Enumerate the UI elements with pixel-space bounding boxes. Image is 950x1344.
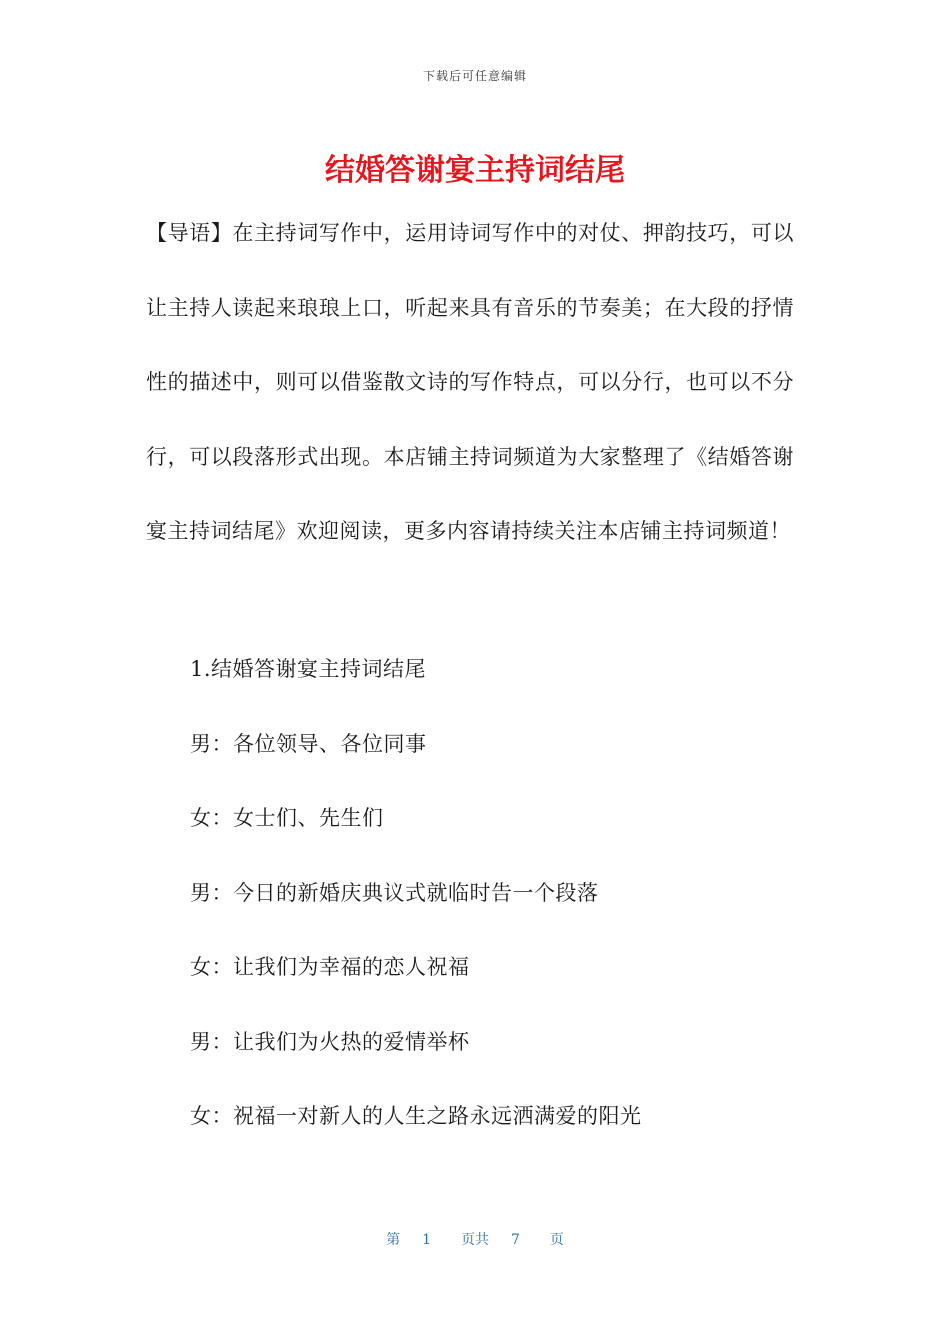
intro-paragraph: 【导语】在主持词写作中，运用诗词写作中的对仗、押韵技巧，可以让主持人读起来琅琅上口，听起来具有音乐的节奏美；在大段的抒情性的描述中，则可以借鉴散文诗的写作特点，可以分行，也可以不分行，可以段落形式出现。本店铺主持词频道为大家整理了《结婚答谢宴主持词结尾》欢迎阅读，更多内容请持续关注本店铺主持词频道！ [146, 221, 794, 543]
page-mid: 页共 [461, 1232, 489, 1248]
script-line: 男：各位领导、各位同事 [190, 731, 427, 756]
page-total: 7 [511, 1232, 520, 1248]
document-title: 结婚答谢宴主持词结尾 [325, 153, 625, 188]
script-line: 1.结婚答谢宴主持词结尾 [190, 657, 427, 681]
script-line: 男：今日的新婚庆典议式就临时告一个段落 [190, 880, 599, 905]
page-prefix: 第 [386, 1232, 401, 1248]
script-line: 女：女士们、先生们 [190, 806, 384, 830]
script-line: 男：让我们为火热的爱情举杯 [190, 1029, 470, 1054]
page-number: 1 [422, 1232, 431, 1248]
script-line: 女：祝福一对新人的人生之路永远洒满爱的阳光 [190, 1104, 642, 1128]
script-line: 女：让我们为幸福的恋人祝福 [190, 955, 470, 979]
header-note: 下载后可任意编辑 [422, 69, 527, 83]
page-footer [0, 1229, 950, 1249]
page-suffix: 页 [549, 1232, 564, 1248]
script-lines [190, 632, 810, 1154]
